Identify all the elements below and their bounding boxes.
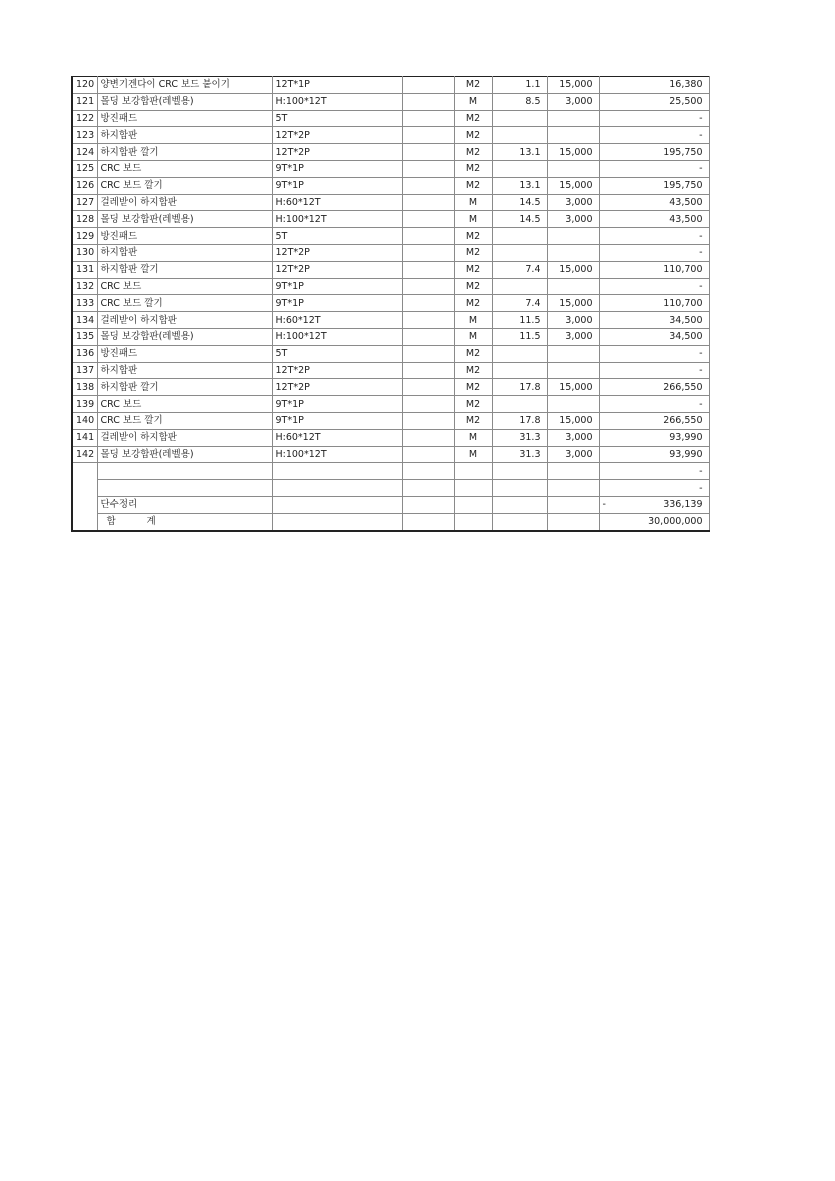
- row-number: 141: [72, 429, 97, 446]
- table-row: [72, 278, 709, 295]
- item-spec: 5T: [272, 345, 402, 362]
- table-row: [72, 160, 709, 177]
- item-unit-price: 15,000: [547, 144, 599, 161]
- row-number: [72, 463, 97, 480]
- blank-cell: [402, 177, 454, 194]
- item-unit: M: [454, 194, 492, 211]
- item-unit-price: [547, 345, 599, 362]
- total-row: [72, 513, 709, 530]
- table-row: [72, 127, 709, 144]
- rounding-row: [72, 496, 709, 513]
- row-number: 137: [72, 362, 97, 379]
- item-unit: M2: [454, 396, 492, 413]
- row-number: 138: [72, 379, 97, 396]
- item-amount: -: [599, 244, 709, 261]
- item-unit: M2: [454, 228, 492, 245]
- blank-cell: [402, 194, 454, 211]
- item-unit-price: 15,000: [547, 77, 599, 94]
- item-unit-price: 15,000: [547, 177, 599, 194]
- item-quantity: 11.5: [492, 328, 547, 345]
- item-name: 양변기겐다이 CRC 보드 붙이기: [97, 77, 272, 94]
- blank-cell: [402, 77, 454, 94]
- row-number: 129: [72, 228, 97, 245]
- item-unit-price: [547, 110, 599, 127]
- item-quantity: 13.1: [492, 144, 547, 161]
- item-unit: M2: [454, 295, 492, 312]
- table-row: [72, 211, 709, 228]
- item-amount: -: [599, 278, 709, 295]
- item-unit-price: [547, 362, 599, 379]
- item-amount: -: [599, 160, 709, 177]
- blank-cell: [402, 211, 454, 228]
- item-unit: M2: [454, 127, 492, 144]
- table-row: [72, 110, 709, 127]
- row-number: 122: [72, 110, 97, 127]
- blank-cell: [402, 345, 454, 362]
- estimate-rows: [72, 77, 709, 497]
- blank-cell: [402, 328, 454, 345]
- item-amount: -: [599, 127, 709, 144]
- row-number: 128: [72, 211, 97, 228]
- item-unit: M2: [454, 379, 492, 396]
- item-unit-price: 3,000: [547, 429, 599, 446]
- item-unit-price: [547, 244, 599, 261]
- item-quantity: 7.4: [492, 295, 547, 312]
- table-row: [72, 228, 709, 245]
- item-spec: 12T*2P: [272, 379, 402, 396]
- item-spec: 9T*1P: [272, 396, 402, 413]
- item-quantity: 17.8: [492, 379, 547, 396]
- item-spec: 5T: [272, 228, 402, 245]
- total-amount: 30,000,000: [599, 513, 709, 530]
- item-name: [97, 480, 272, 497]
- rounding-sign: -: [602, 499, 606, 511]
- estimate-table: [71, 76, 710, 532]
- item-quantity: 1.1: [492, 77, 547, 94]
- item-amount: -: [599, 345, 709, 362]
- item-unit: [454, 480, 492, 497]
- item-spec: 12T*2P: [272, 144, 402, 161]
- row-number: 120: [72, 77, 97, 94]
- item-unit: M2: [454, 160, 492, 177]
- item-quantity: [492, 463, 547, 480]
- table-row: [72, 144, 709, 161]
- total-label-2: 계: [146, 516, 156, 528]
- item-unit-price: 3,000: [547, 211, 599, 228]
- blank-cell: [402, 446, 454, 463]
- item-unit-price: 3,000: [547, 328, 599, 345]
- table-row: [72, 396, 709, 413]
- item-unit-price: 3,000: [547, 312, 599, 329]
- item-unit: M: [454, 211, 492, 228]
- item-unit-price: 15,000: [547, 261, 599, 278]
- item-spec: 12T*2P: [272, 244, 402, 261]
- item-quantity: [492, 127, 547, 144]
- item-amount: -: [599, 228, 709, 245]
- item-spec: 9T*1P: [272, 160, 402, 177]
- item-quantity: [492, 228, 547, 245]
- blank-cell: [402, 396, 454, 413]
- item-unit-price: 15,000: [547, 379, 599, 396]
- blank-cell: [402, 463, 454, 480]
- item-amount: 266,550: [599, 379, 709, 396]
- row-number: [72, 480, 97, 497]
- blank-cell: [402, 261, 454, 278]
- item-unit: M2: [454, 278, 492, 295]
- item-quantity: [492, 345, 547, 362]
- blank-cell: [402, 160, 454, 177]
- item-unit: M2: [454, 345, 492, 362]
- item-unit-price: 3,000: [547, 194, 599, 211]
- table-row: [72, 412, 709, 429]
- item-quantity: [492, 396, 547, 413]
- item-amount: -: [599, 463, 709, 480]
- table-row: [72, 93, 709, 110]
- estimate-sheet: [71, 76, 710, 532]
- blank-cell: [402, 127, 454, 144]
- item-unit: M2: [454, 362, 492, 379]
- table-row: [72, 261, 709, 278]
- item-quantity: [492, 278, 547, 295]
- item-spec: 12T*2P: [272, 362, 402, 379]
- item-spec: H:100*12T: [272, 211, 402, 228]
- row-number: 136: [72, 345, 97, 362]
- item-unit: M2: [454, 261, 492, 278]
- blank-cell: [402, 362, 454, 379]
- table-row: [72, 77, 709, 94]
- item-amount: 93,990: [599, 429, 709, 446]
- blank-cell: [402, 480, 454, 497]
- item-name: 걸레받이 하지합판: [97, 429, 272, 446]
- item-unit-price: 3,000: [547, 446, 599, 463]
- item-spec: 5T: [272, 110, 402, 127]
- item-spec: 9T*1P: [272, 412, 402, 429]
- row-number: 131: [72, 261, 97, 278]
- item-name: CRC 보드: [97, 278, 272, 295]
- item-spec: 12T*2P: [272, 127, 402, 144]
- rounding-label: 단수정리: [97, 496, 272, 513]
- item-spec: H:100*12T: [272, 328, 402, 345]
- item-name: CRC 보드: [97, 396, 272, 413]
- table-row: [72, 446, 709, 463]
- item-unit-price: [547, 396, 599, 413]
- table-row: [72, 429, 709, 446]
- item-amount: 110,700: [599, 295, 709, 312]
- table-row: [72, 312, 709, 329]
- item-spec: H:100*12T: [272, 446, 402, 463]
- blank-cell: [402, 379, 454, 396]
- table-row: [72, 177, 709, 194]
- item-amount: 34,500: [599, 312, 709, 329]
- item-unit-price: 3,000: [547, 93, 599, 110]
- item-quantity: [492, 160, 547, 177]
- row-number: [72, 496, 97, 513]
- item-quantity: 8.5: [492, 93, 547, 110]
- item-name: 몰딩 보강합판(레벨용): [97, 328, 272, 345]
- item-name: 몰딩 보강합판(레벨용): [97, 446, 272, 463]
- item-quantity: 31.3: [492, 429, 547, 446]
- item-unit: M: [454, 93, 492, 110]
- item-unit: M2: [454, 177, 492, 194]
- blank-cell: [402, 278, 454, 295]
- row-number: 127: [72, 194, 97, 211]
- item-name: CRC 보드 깔기: [97, 177, 272, 194]
- item-unit-price: [547, 278, 599, 295]
- row-number: [72, 513, 97, 530]
- rounding-amount: 336,139: [663, 499, 703, 511]
- item-unit-price: 15,000: [547, 295, 599, 312]
- total-label: [97, 513, 272, 530]
- row-number: 135: [72, 328, 97, 345]
- item-amount: -: [599, 110, 709, 127]
- rounding-amount-cell: [599, 496, 709, 513]
- blank-cell: [402, 295, 454, 312]
- item-amount: 93,990: [599, 446, 709, 463]
- item-amount: 195,750: [599, 144, 709, 161]
- item-amount: 43,500: [599, 194, 709, 211]
- table-row: [72, 328, 709, 345]
- item-amount: 16,380: [599, 77, 709, 94]
- table-row: [72, 463, 709, 480]
- item-spec: H:60*12T: [272, 312, 402, 329]
- item-amount: -: [599, 362, 709, 379]
- item-spec: 9T*1P: [272, 177, 402, 194]
- item-unit: M: [454, 312, 492, 329]
- item-quantity: 14.5: [492, 211, 547, 228]
- blank-cell: [402, 429, 454, 446]
- item-quantity: 17.8: [492, 412, 547, 429]
- row-number: 130: [72, 244, 97, 261]
- item-name: 하지합판 깔기: [97, 261, 272, 278]
- blank-cell: [402, 228, 454, 245]
- item-quantity: [492, 244, 547, 261]
- total-label-1: 합: [106, 516, 116, 528]
- item-spec: H:100*12T: [272, 93, 402, 110]
- row-number: 134: [72, 312, 97, 329]
- item-name: 하지합판: [97, 127, 272, 144]
- item-spec: 12T*1P: [272, 77, 402, 94]
- table-row: [72, 480, 709, 497]
- item-unit-price: [547, 160, 599, 177]
- item-unit: M: [454, 328, 492, 345]
- item-name: 방진패드: [97, 110, 272, 127]
- item-unit-price: [547, 127, 599, 144]
- item-name: 몰딩 보강합판(레벨용): [97, 93, 272, 110]
- blank-cell: [402, 244, 454, 261]
- item-spec: 12T*2P: [272, 261, 402, 278]
- row-number: 139: [72, 396, 97, 413]
- item-unit-price: [547, 480, 599, 497]
- item-name: 하지합판 깔기: [97, 379, 272, 396]
- item-spec: [272, 480, 402, 497]
- item-amount: 25,500: [599, 93, 709, 110]
- item-spec: H:60*12T: [272, 429, 402, 446]
- row-number: 126: [72, 177, 97, 194]
- table-row: [72, 244, 709, 261]
- item-quantity: 13.1: [492, 177, 547, 194]
- item-quantity: [492, 362, 547, 379]
- item-quantity: [492, 110, 547, 127]
- item-unit: M2: [454, 244, 492, 261]
- table-row: [72, 194, 709, 211]
- item-spec: 9T*1P: [272, 278, 402, 295]
- table-row: [72, 345, 709, 362]
- row-number: 124: [72, 144, 97, 161]
- item-unit: M2: [454, 110, 492, 127]
- blank-cell: [402, 144, 454, 161]
- item-unit: M2: [454, 412, 492, 429]
- item-quantity: 31.3: [492, 446, 547, 463]
- item-quantity: [492, 480, 547, 497]
- item-name: 방진패드: [97, 345, 272, 362]
- row-number: 133: [72, 295, 97, 312]
- item-amount: 34,500: [599, 328, 709, 345]
- blank-cell: [402, 93, 454, 110]
- item-spec: 9T*1P: [272, 295, 402, 312]
- item-spec: H:60*12T: [272, 194, 402, 211]
- item-amount: -: [599, 480, 709, 497]
- item-name: 하지합판: [97, 362, 272, 379]
- item-name: [97, 463, 272, 480]
- item-amount: -: [599, 396, 709, 413]
- item-quantity: 7.4: [492, 261, 547, 278]
- item-amount: 266,550: [599, 412, 709, 429]
- item-amount: 110,700: [599, 261, 709, 278]
- item-name: 하지합판 깔기: [97, 144, 272, 161]
- item-unit: M: [454, 429, 492, 446]
- row-number: 121: [72, 93, 97, 110]
- table-row: [72, 362, 709, 379]
- blank-cell: [402, 110, 454, 127]
- item-amount: 195,750: [599, 177, 709, 194]
- item-quantity: 11.5: [492, 312, 547, 329]
- item-name: CRC 보드: [97, 160, 272, 177]
- item-unit: M: [454, 446, 492, 463]
- row-number: 132: [72, 278, 97, 295]
- table-row: [72, 379, 709, 396]
- item-name: 방진패드: [97, 228, 272, 245]
- row-number: 142: [72, 446, 97, 463]
- blank-cell: [402, 312, 454, 329]
- item-name: CRC 보드 깔기: [97, 412, 272, 429]
- blank-cell: [402, 412, 454, 429]
- item-amount: 43,500: [599, 211, 709, 228]
- row-number: 123: [72, 127, 97, 144]
- item-name: CRC 보드 깔기: [97, 295, 272, 312]
- item-name: 몰딩 보강합판(레벨용): [97, 211, 272, 228]
- row-number: 125: [72, 160, 97, 177]
- item-spec: [272, 463, 402, 480]
- row-number: 140: [72, 412, 97, 429]
- item-unit: M2: [454, 77, 492, 94]
- item-unit: [454, 463, 492, 480]
- table-row: [72, 295, 709, 312]
- item-name: 걸레받이 하지합판: [97, 312, 272, 329]
- item-unit-price: [547, 228, 599, 245]
- item-unit-price: 15,000: [547, 412, 599, 429]
- item-quantity: 14.5: [492, 194, 547, 211]
- item-name: 하지합판: [97, 244, 272, 261]
- item-unit: M2: [454, 144, 492, 161]
- item-unit-price: [547, 463, 599, 480]
- item-name: 걸레받이 하지합판: [97, 194, 272, 211]
